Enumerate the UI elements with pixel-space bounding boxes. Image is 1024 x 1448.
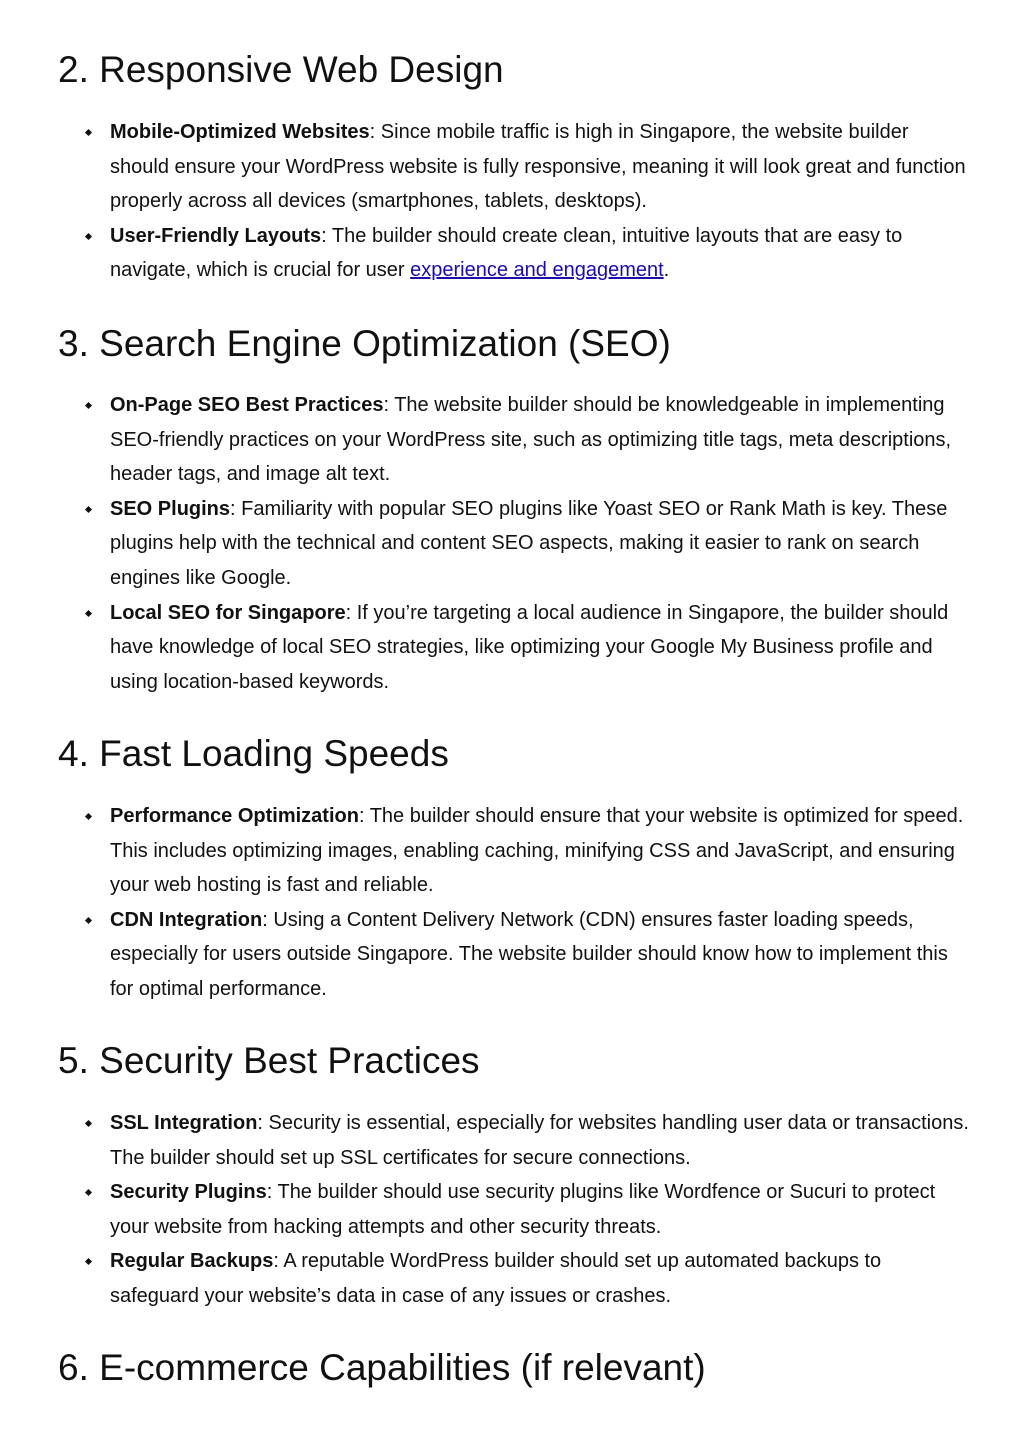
item-term: CDN Integration [110, 908, 263, 931]
list-item [0, 1106, 970, 1175]
item-text: : If you’re targeting a local audience in Singapore, the builder should have knowledge of local SEO strategies, like optimizing your Google My Business profile and using location-based keywords. [110, 601, 949, 693]
list-item [0, 596, 970, 700]
item-term: SSL Integration [110, 1112, 258, 1134]
experience-engagement-link[interactable]: experience and engagement [410, 259, 664, 282]
bullet-icon [85, 233, 92, 240]
bullet-icon [85, 610, 92, 617]
bullet-icon [85, 813, 92, 820]
list-item [0, 388, 970, 492]
bullet-icon [85, 506, 92, 513]
item-term: User-Friendly Layouts [110, 224, 322, 247]
item-text: : The builder should ensure that your website is optimized for speed. This includes optimizing images, enabling caching, minifying CSS and JavaScript, and ensuring your web hosting is fast and reliable. [110, 805, 964, 897]
item-term: On-Page SEO Best Practices [110, 394, 384, 416]
bullet-icon [85, 1258, 92, 1265]
item-text-end: . [663, 259, 670, 282]
item-text: : Familiarity with popular SEO plugins like Yoast SEO or Rank Math is key. These plugins help with the technical and content SEO aspects, making it easier to rank on search engines like Google. [110, 497, 948, 589]
item-text: : Security is essential, especially for websites handling user data or transactions. The builder should set up SSL certificates for secure connections. [110, 1112, 969, 1169]
item-text: : Since mobile traffic is high in Singapore, the website builder should ensure your WordPress website is fully responsive, meaning it will look great and function properly across all devices (smartphones, tablets, desktops). [110, 121, 966, 213]
section-heading: 5. Security Best Practices [58, 1040, 480, 1081]
item-term: Performance Optimization [110, 805, 359, 827]
bullet-icon [85, 1189, 92, 1196]
list-item [0, 115, 970, 219]
list-item [0, 1244, 970, 1313]
bullet-icon [85, 917, 92, 924]
list-item [0, 1175, 970, 1244]
item-text: : Using a Content Delivery Network (CDN) ensures faster loading speeds, especially for users outside Singapore. The website builder should know how to implement this for optimal performance. [110, 908, 948, 1000]
list-item [0, 799, 970, 903]
bullet-list [0, 1106, 1024, 1314]
section-heading: 3. Search Engine Optimization (SEO) [58, 323, 671, 364]
item-text: : The builder should create clean, intuitive layouts that are easy to navigate, which is crucial for user [110, 224, 903, 282]
item-text: : The website builder should be knowledgeable in implementing SEO-friendly practices on your WordPress site, such as optimizing title tags, meta descriptions, header tags, and image alt text. [110, 394, 952, 486]
list-item [0, 903, 970, 1007]
item-term: Security Plugins [110, 1181, 267, 1204]
section-heading: 2. Responsive Web Design [58, 49, 504, 90]
list-item [0, 219, 970, 288]
item-term: SEO Plugins [110, 497, 231, 520]
item-term: Mobile-Optimized Websites [110, 121, 370, 143]
bullet-icon [85, 129, 92, 136]
list-item [0, 492, 970, 596]
item-text: : A reputable WordPress builder should set up automated backups to safeguard your website’s data in case of any issues or crashes. [110, 1250, 882, 1307]
item-term: Local SEO for Singapore [110, 601, 346, 624]
section-heading: 4. Fast Loading Speeds [58, 733, 449, 774]
item-text: : The builder should use security plugins like Wordfence or Sucuri to protect your website from hacking attempts and other security threats. [110, 1181, 936, 1238]
bullet-icon [85, 402, 92, 409]
bullet-icon [85, 1120, 92, 1127]
bullet-list [0, 388, 1024, 699]
bullet-list [0, 115, 1024, 288]
item-term: Regular Backups [110, 1250, 274, 1273]
section-heading: 6. E-commerce Capabilities (if relevant) [58, 1347, 706, 1388]
bullet-list [0, 799, 1024, 1007]
